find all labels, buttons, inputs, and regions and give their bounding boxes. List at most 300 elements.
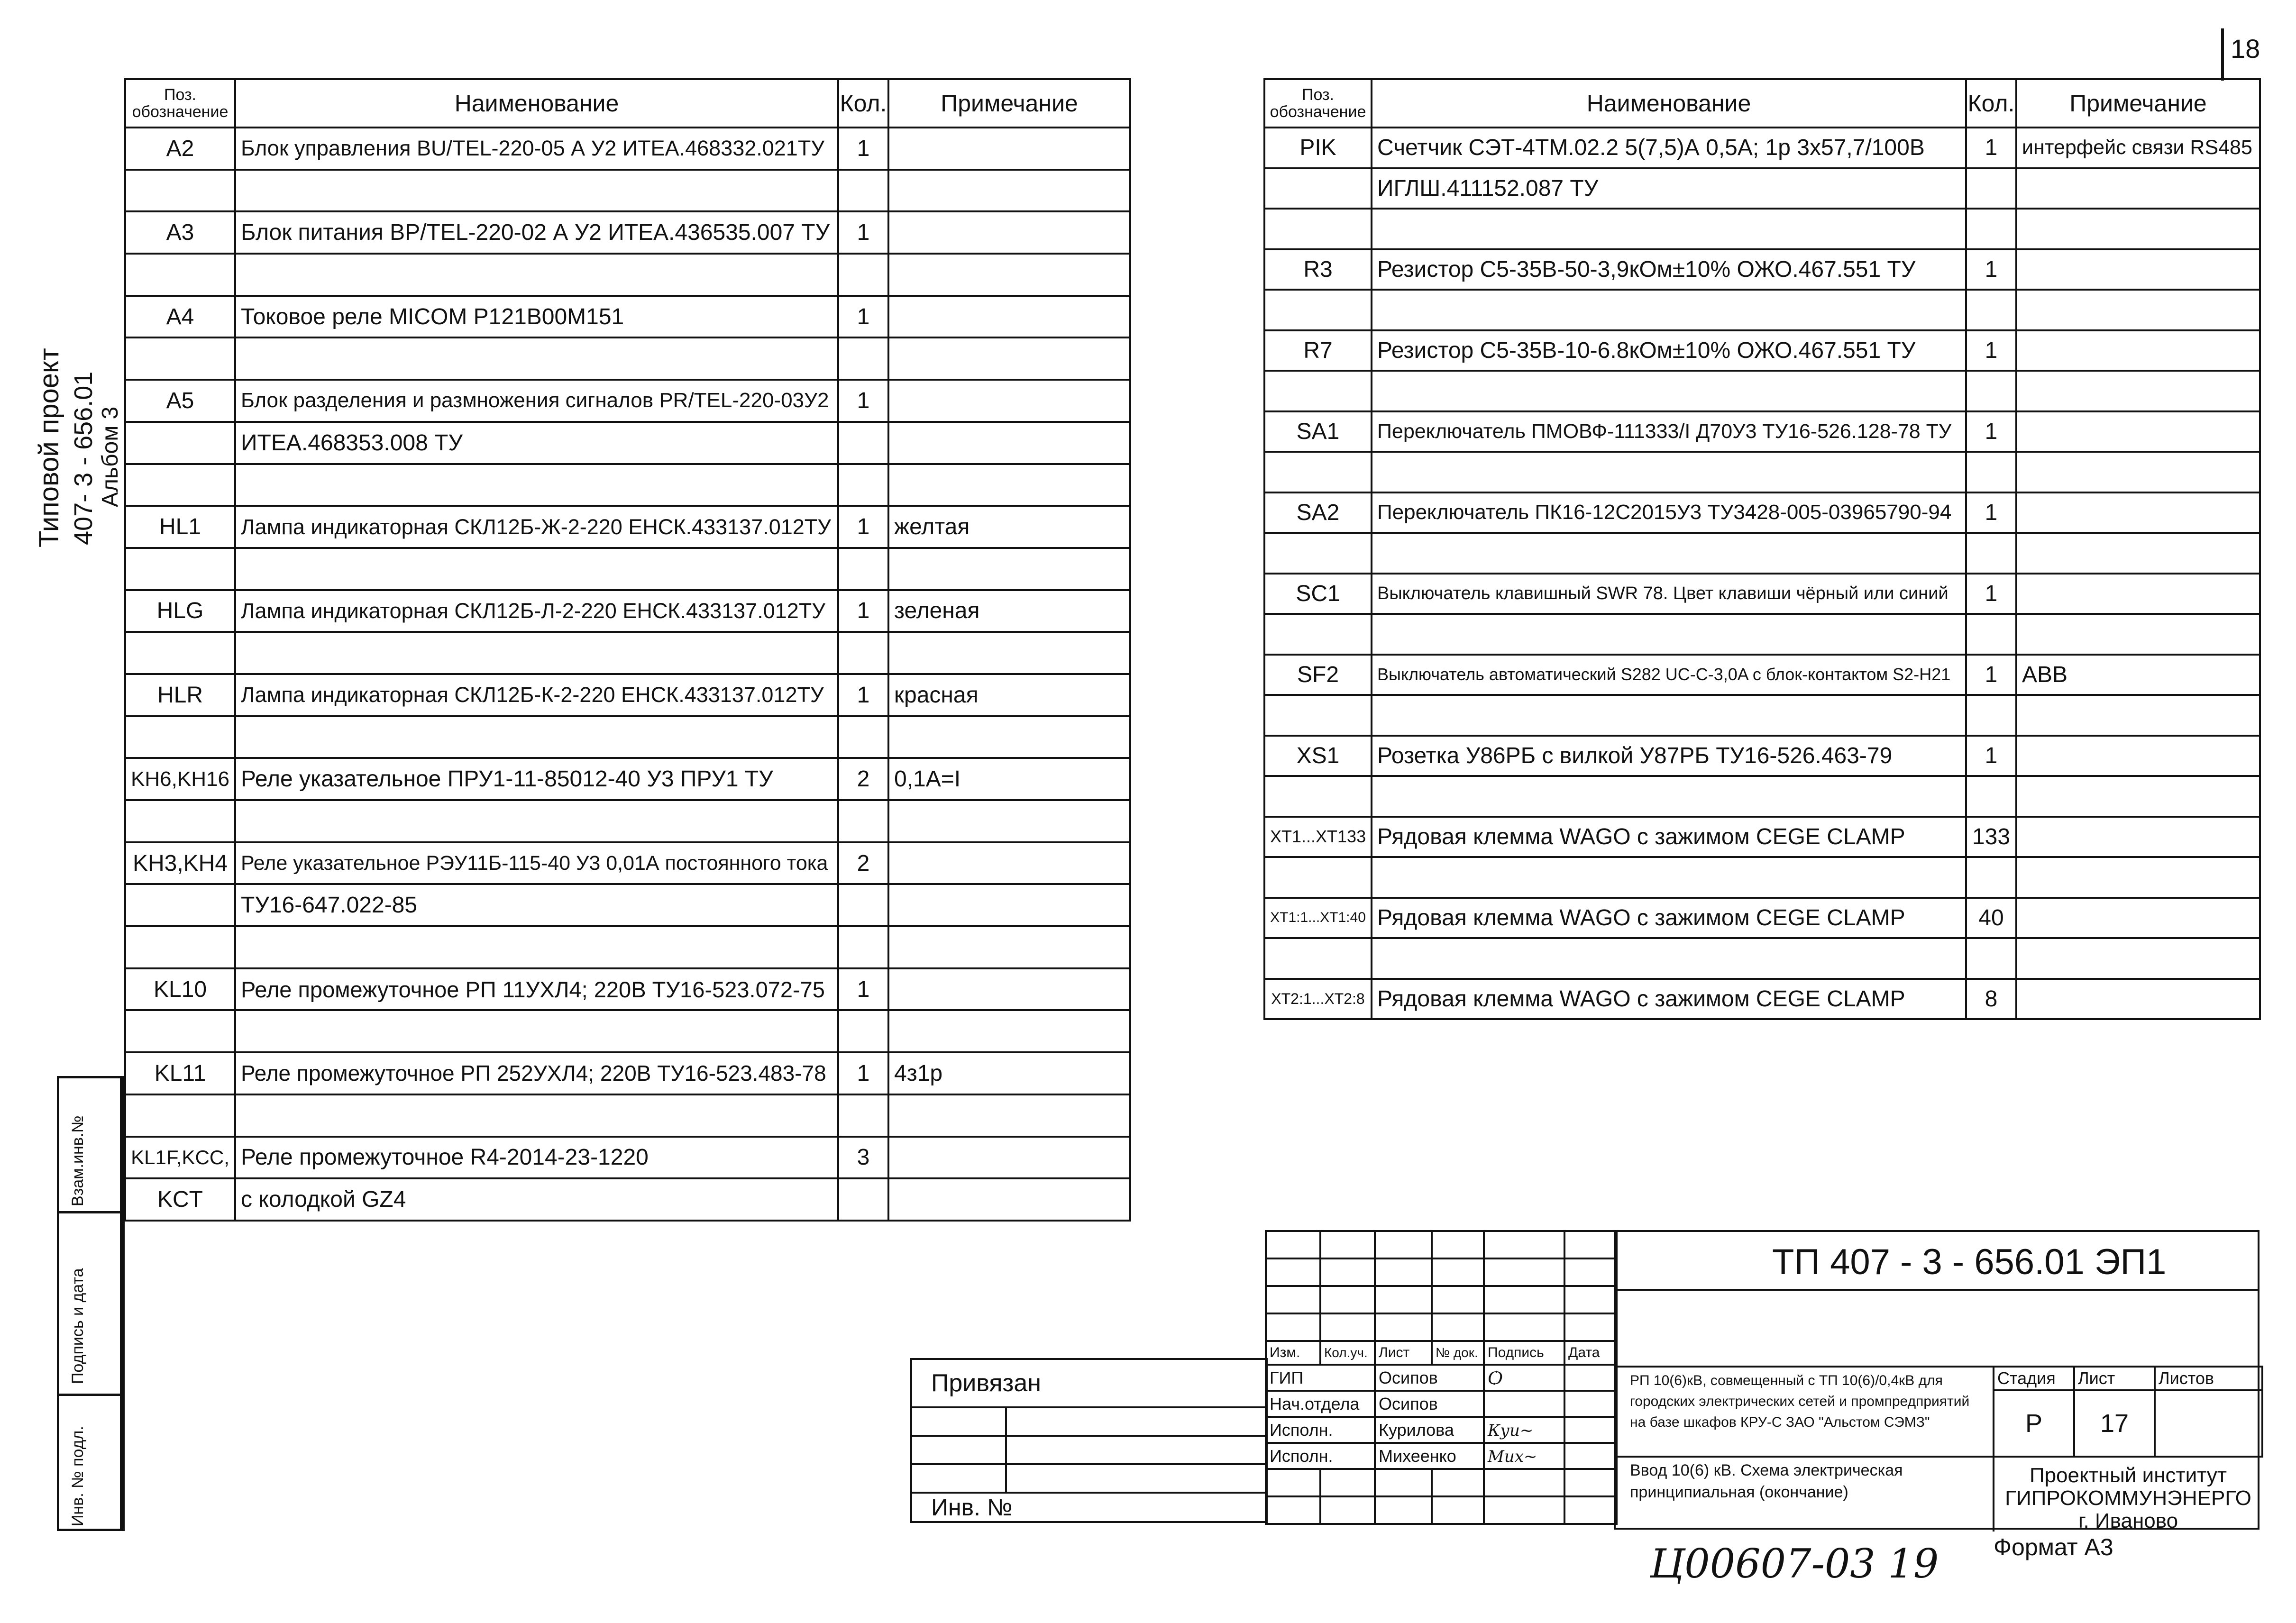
cell-pos: [125, 254, 235, 296]
margin-title-line2: 407- 3 - 656.01: [69, 371, 98, 545]
cell-name: ТУ16-647.022-85: [235, 884, 838, 926]
cell-name: [235, 254, 838, 296]
cell-note: [2016, 249, 2260, 290]
cell-qty: [838, 1178, 888, 1221]
cell-name: [235, 716, 838, 758]
cell-qty: 1: [1966, 574, 2016, 614]
cell-name: [235, 1094, 838, 1137]
cell-note: [2016, 695, 2260, 736]
handwritten-code: Ц00607-03 19: [1650, 1541, 1939, 1587]
organization: [1995, 1464, 2261, 1532]
table-row: [125, 1052, 1130, 1094]
sheets-header: Листов: [2155, 1367, 2262, 1390]
table-row: [125, 337, 1130, 380]
margin-title-line3: Альбом 3: [98, 406, 123, 507]
table-row: [1264, 979, 2260, 1020]
table-row: [125, 422, 1130, 464]
cell-qty: 2: [838, 842, 888, 884]
cell-qty: 1: [838, 674, 888, 716]
org-line1: Проектный институт: [2029, 1464, 2227, 1487]
cell-name: Блок питания BP/TEL-220-02 А У2 ИТЕА.436535.007 ТУ: [235, 211, 838, 254]
grid-header-doc: № док.: [1432, 1341, 1484, 1365]
col-header-pos-line1: Поз.: [164, 86, 196, 104]
cell-qty: [1966, 857, 2016, 898]
col-header-pos: [1264, 79, 1372, 128]
table-row: [1264, 655, 2260, 695]
table-row: [1264, 938, 2260, 979]
table-row: [1264, 574, 2260, 614]
left-spec-table: [124, 78, 1131, 1222]
cell-note: 4з1р: [888, 1052, 1130, 1094]
sheet-title: Ввод 10(6) кВ. Схема электрическая принципиальная (окончание): [1630, 1461, 1903, 1501]
cell-pos: [125, 926, 235, 968]
table-row: [125, 674, 1130, 716]
cell-note: желтая: [888, 506, 1130, 548]
cell-name: Счетчик СЭТ-4ТМ.02.2 5(7,5)А 0,5А; 1р 3х57,7/100В: [1372, 128, 1966, 168]
cell-pos: KL10: [125, 968, 235, 1011]
cell-pos: [125, 548, 235, 590]
format-label: Формат А3: [1994, 1534, 2113, 1560]
cell-pos: HLG: [125, 590, 235, 632]
cell-name: [1372, 371, 1966, 411]
cell-name: [1372, 776, 1966, 817]
cell-name: [235, 800, 838, 842]
cell-note: [2016, 411, 2260, 452]
grid-header-change: Изм.: [1266, 1341, 1320, 1365]
cell-note: [2016, 492, 2260, 533]
cell-note: [2016, 938, 2260, 979]
col-header-note: Примечание: [2016, 79, 2260, 128]
table-row: [125, 968, 1130, 1011]
table-row: [125, 128, 1130, 170]
table-row: [1264, 614, 2260, 655]
cell-name: [1372, 938, 1966, 979]
cell-name: Реле указательное РЭУ11Б-115-40 У3 0,01А постоянного тока: [235, 842, 838, 884]
staff-name: Осипов: [1375, 1365, 1484, 1391]
cell-note: [2016, 898, 2260, 939]
cell-pos: XT1:1...XT1:40: [1264, 898, 1372, 939]
right-spec-table: [1263, 78, 2261, 1020]
cell-note: [888, 170, 1130, 212]
cell-qty: [838, 800, 888, 842]
stage-table: [1993, 1366, 2263, 1458]
cell-pos: [125, 884, 235, 926]
cell-pos: A2: [125, 128, 235, 170]
cell-qty: [838, 170, 888, 212]
cell-note: [888, 422, 1130, 464]
cell-pos: [125, 422, 235, 464]
staff-signature: Мих~: [1484, 1443, 1564, 1469]
cell-note: [2016, 209, 2260, 249]
inventory-no-label: Инв. №: [911, 1493, 1267, 1522]
table-row: [1264, 695, 2260, 736]
table-row: [1264, 411, 2260, 452]
binding-block: [910, 1358, 1268, 1523]
cell-qty: 1: [1966, 655, 2016, 695]
table-row: [125, 758, 1130, 800]
cell-qty: [838, 1010, 888, 1052]
cell-note: [2016, 168, 2260, 209]
margin-box-signature: [57, 1211, 122, 1396]
cell-note: [888, 1137, 1130, 1179]
table-row: [125, 632, 1130, 674]
cell-qty: 1: [1966, 411, 2016, 452]
col-header-note: Примечание: [888, 79, 1130, 128]
cell-qty: [1966, 371, 2016, 411]
cell-pos: [1264, 938, 1372, 979]
cell-note: [888, 211, 1130, 254]
grid-header-count: Кол.уч.: [1320, 1341, 1375, 1365]
margin-box-inventory-label: Инв. № подл.: [69, 1426, 87, 1526]
table-row: [125, 590, 1130, 632]
cell-pos: XS1: [1264, 736, 1372, 776]
cell-name: Реле промежуточное РП 252УХЛ4; 220В ТУ16-523.483-78: [235, 1052, 838, 1094]
cell-qty: [1966, 168, 2016, 209]
binding-label: Привязан: [911, 1359, 1267, 1407]
col-header-pos-line1: Поз.: [1302, 86, 1334, 104]
cell-name: [235, 337, 838, 380]
col-header-pos-line2: обозначение: [1270, 103, 1366, 121]
cell-pos: R3: [1264, 249, 1372, 290]
cell-note: [888, 1178, 1130, 1221]
col-header-qty: Кол.: [838, 79, 888, 128]
cell-pos: PIK: [1264, 128, 1372, 168]
staff-name: Курилова: [1375, 1417, 1484, 1443]
cell-qty: [838, 884, 888, 926]
cell-name: Реле промежуточное R4-2014-23-1220: [235, 1137, 838, 1179]
cell-note: интерфейс связи RS485: [2016, 128, 2260, 168]
table-row: [125, 464, 1130, 506]
cell-note: [888, 926, 1130, 968]
col-header-pos-line2: обозначение: [132, 103, 229, 121]
cell-name: [235, 464, 838, 506]
page-number: 18: [2231, 34, 2260, 64]
cell-name: с колодкой GZ4: [235, 1178, 838, 1221]
cell-pos: [125, 1094, 235, 1137]
table-row: [1264, 736, 2260, 776]
cell-pos: XT1...XT133: [1264, 817, 1372, 857]
cell-note: [888, 800, 1130, 842]
table-row: [1264, 533, 2260, 574]
cell-name: [235, 170, 838, 212]
cell-note: [2016, 614, 2260, 655]
cell-pos: KL1F,KCC,: [125, 1137, 235, 1179]
cell-qty: 1: [838, 128, 888, 170]
cell-note: [888, 464, 1130, 506]
table-row: [1264, 290, 2260, 330]
cell-note: [2016, 979, 2260, 1020]
table-row: [1264, 776, 2260, 817]
table-row: [1264, 168, 2260, 209]
org-line2: ГИПРОКОММУНЭНЕРГО: [2005, 1486, 2251, 1510]
cell-note: [888, 337, 1130, 380]
table-row: [125, 1094, 1130, 1137]
cell-pos: KCT: [125, 1178, 235, 1221]
table-row: [125, 884, 1130, 926]
cell-note: [2016, 736, 2260, 776]
cell-note: [888, 632, 1130, 674]
org-line3: г. Иваново: [2078, 1509, 2178, 1532]
cell-note: [2016, 533, 2260, 574]
cell-name: Рядовая клемма WAGO с зажимом CEGE CLAMP: [1372, 979, 1966, 1020]
staff-name: Осипов: [1375, 1391, 1484, 1417]
cell-qty: 40: [1966, 898, 2016, 939]
cell-qty: [1966, 209, 2016, 249]
cell-pos: SF2: [1264, 655, 1372, 695]
cell-qty: 1: [838, 296, 888, 338]
table-row: [125, 211, 1130, 254]
cell-pos: XT2:1...XT2:8: [1264, 979, 1372, 1020]
table-row: [1264, 371, 2260, 411]
staff-role: ГИП: [1266, 1365, 1375, 1391]
stage-value: Р: [1994, 1390, 2074, 1457]
cell-name: [235, 1010, 838, 1052]
table-row: [1264, 857, 2260, 898]
cell-note: [888, 716, 1130, 758]
cell-note: [2016, 452, 2260, 492]
cell-name: [235, 926, 838, 968]
cell-note: [2016, 574, 2260, 614]
doc-code: ТП 407 - 3 - 656.01 ЭП1: [1772, 1242, 2167, 1282]
cell-note: [888, 296, 1130, 338]
cell-note: [888, 128, 1130, 170]
table-row: [1264, 492, 2260, 533]
cell-pos: [125, 632, 235, 674]
cell-note: [888, 968, 1130, 1011]
cell-name: Розетка У86РБ с вилкой У87РБ ТУ16-526.463-79: [1372, 736, 1966, 776]
table-row: [1264, 330, 2260, 371]
table-row: [125, 926, 1130, 968]
col-header-qty: Кол.: [1966, 79, 2016, 128]
grid-header-date: Дата: [1564, 1341, 1617, 1365]
margin-title-line1: Типовой проект: [34, 348, 64, 547]
cell-note: [888, 254, 1130, 296]
col-header-name: Наименование: [1372, 79, 1966, 128]
cell-pos: KH6,KH16: [125, 758, 235, 800]
cell-pos: R7: [1264, 330, 1372, 371]
cell-pos: A4: [125, 296, 235, 338]
table-row: [125, 296, 1130, 338]
sheet-header: Лист: [2074, 1367, 2155, 1390]
cell-pos: [1264, 857, 1372, 898]
cell-pos: [125, 716, 235, 758]
cell-pos: [1264, 533, 1372, 574]
cell-qty: [838, 632, 888, 674]
cell-qty: [1966, 776, 2016, 817]
cell-name: [235, 548, 838, 590]
cell-pos: [1264, 614, 1372, 655]
cell-qty: [838, 422, 888, 464]
table-row: [125, 842, 1130, 884]
table-row: [1264, 452, 2260, 492]
staff-role: Исполн.: [1266, 1443, 1375, 1469]
cell-note: ABB: [2016, 655, 2260, 695]
cell-qty: 1: [838, 506, 888, 548]
cell-name: Резистор С5-35В-10-6.8кОм±10% ОЖО.467.551 ТУ: [1372, 330, 1966, 371]
margin-box-signature-label: Подпись и дата: [69, 1268, 87, 1384]
cell-qty: 1: [1966, 249, 2016, 290]
table-row: [125, 170, 1130, 212]
cell-name: Блок управления BU/TEL-220-05 А У2 ИТЕА.468332.021ТУ: [235, 128, 838, 170]
cell-note: [888, 380, 1130, 422]
table-row: [1264, 898, 2260, 939]
cell-qty: [1966, 938, 2016, 979]
cell-name: [235, 632, 838, 674]
cell-pos: HL1: [125, 506, 235, 548]
staff-name: Михеенко: [1375, 1443, 1484, 1469]
cell-qty: 2: [838, 758, 888, 800]
cell-name: Реле промежуточное РП 11УХЛ4; 220В ТУ16-523.072-75: [235, 968, 838, 1011]
cell-name: [1372, 857, 1966, 898]
staff-role: Нач.отдела: [1266, 1391, 1375, 1417]
cell-note: [888, 884, 1130, 926]
rule: [1616, 1289, 2258, 1291]
cell-name: Выключатель клавишный SWR 78. Цвет клавиши чёрный или синий: [1372, 574, 1966, 614]
cell-pos: [1264, 776, 1372, 817]
col-header-pos: [125, 79, 235, 128]
cell-qty: 1: [838, 211, 888, 254]
cell-pos: SA1: [1264, 411, 1372, 452]
cell-name: [1372, 209, 1966, 249]
cell-qty: [1966, 614, 2016, 655]
grid-header-signature: Подпись: [1484, 1341, 1564, 1365]
cell-name: [1372, 290, 1966, 330]
cell-name: [1372, 452, 1966, 492]
cell-note: [2016, 776, 2260, 817]
cell-qty: 1: [838, 380, 888, 422]
cell-pos: SA2: [1264, 492, 1372, 533]
cell-note: [888, 1094, 1130, 1137]
table-row: [1264, 128, 2260, 168]
margin-box-replaces-label: Взам.инв.№: [69, 1115, 87, 1206]
cell-note: [2016, 857, 2260, 898]
cell-pos: [125, 1010, 235, 1052]
sheet-value: 17: [2074, 1390, 2155, 1457]
cell-name: Переключатель ПМОВФ-111333/I Д70У3 ТУ16-526.128-78 ТУ: [1372, 411, 1966, 452]
table-row: [125, 380, 1130, 422]
cell-pos: [125, 170, 235, 212]
cell-name: Выключатель автоматический S282 UC-C-3,0A с блок-контактом S2-H21: [1372, 655, 1966, 695]
cell-note: [2016, 817, 2260, 857]
cell-note: [888, 842, 1130, 884]
cell-qty: 1: [1966, 128, 2016, 168]
cell-name: Токовое реле MICOM P121B00M151: [235, 296, 838, 338]
staff-role: Исполн.: [1266, 1417, 1375, 1443]
table-row: [125, 1010, 1130, 1052]
table-row: [125, 716, 1130, 758]
cell-qty: [1966, 290, 2016, 330]
cell-note: [2016, 290, 2260, 330]
table-row: [1264, 817, 2260, 857]
cell-pos: [1264, 290, 1372, 330]
col-header-name: Наименование: [235, 79, 838, 128]
cell-pos: A5: [125, 380, 235, 422]
cell-qty: 1: [1966, 736, 2016, 776]
cell-qty: 1: [838, 1052, 888, 1094]
cell-pos: KL11: [125, 1052, 235, 1094]
cell-qty: [838, 254, 888, 296]
cell-name: Резистор С5-35В-50-3,9кОм±10% ОЖО.467.551 ТУ: [1372, 249, 1966, 290]
table-row: [125, 506, 1130, 548]
margin-box-replaces: [57, 1076, 122, 1213]
cell-name: [1372, 533, 1966, 574]
cell-name: [1372, 695, 1966, 736]
cell-qty: 133: [1966, 817, 2016, 857]
cell-note: [2016, 330, 2260, 371]
cell-pos: [125, 337, 235, 380]
cell-name: Лампа индикаторная СКЛ12Б-К-2-220 ЕНСК.433137.012ТУ: [235, 674, 838, 716]
page-number-separator: [2221, 28, 2224, 81]
cell-pos: [125, 464, 235, 506]
cell-qty: [838, 716, 888, 758]
margin-box-inventory: [57, 1394, 122, 1531]
grid-header-sheet: Лист: [1375, 1341, 1432, 1365]
project-title: РП 10(6)кВ, совмещенный с ТП 10(6)/0,4кВ для городских электрических сетей и промпредприятий на базе шкафов КРУ-С ЗАО "Альстом СЭМЗ": [1630, 1373, 1970, 1430]
cell-note: [888, 1010, 1130, 1052]
cell-qty: [838, 337, 888, 380]
cell-name: Блок разделения и размножения сигналов PR/TEL-220-03У2: [235, 380, 838, 422]
cell-qty: 1: [1966, 492, 2016, 533]
cell-pos: [1264, 371, 1372, 411]
cell-note: [2016, 371, 2260, 411]
sheets-value: [2155, 1390, 2262, 1457]
cell-qty: 1: [838, 590, 888, 632]
cell-pos: [1264, 168, 1372, 209]
cell-name: [1372, 614, 1966, 655]
cell-name: Рядовая клемма WAGO с зажимом CEGE CLAMP: [1372, 898, 1966, 939]
cell-note: красная: [888, 674, 1130, 716]
cell-pos: [125, 800, 235, 842]
cell-qty: [838, 548, 888, 590]
staff-signature: Ѻ: [1484, 1365, 1564, 1391]
cell-pos: [1264, 209, 1372, 249]
table-row: [125, 254, 1130, 296]
cell-qty: [1966, 533, 2016, 574]
cell-qty: 3: [838, 1137, 888, 1179]
cell-qty: [1966, 452, 2016, 492]
table-row: [1264, 209, 2260, 249]
cell-name: Переключатель ПК16-12С2015У3 ТУ3428-005-03965790-94: [1372, 492, 1966, 533]
table-row: [125, 548, 1130, 590]
table-row: [125, 1137, 1130, 1179]
cell-name: Рядовая клемма WAGO с зажимом CEGE CLAMP: [1372, 817, 1966, 857]
table-row: [125, 1178, 1130, 1221]
cell-pos: SC1: [1264, 574, 1372, 614]
cell-pos: A3: [125, 211, 235, 254]
cell-qty: [838, 926, 888, 968]
cell-name: ИГЛШ.411152.087 ТУ: [1372, 168, 1966, 209]
cell-note: зеленая: [888, 590, 1130, 632]
cell-qty: 1: [1966, 330, 2016, 371]
cell-name: Лампа индикаторная СКЛ12Б-Л-2-220 ЕНСК.433137.012ТУ: [235, 590, 838, 632]
cell-qty: 8: [1966, 979, 2016, 1020]
signature-grid: [1265, 1230, 1618, 1525]
cell-name: ИТЕА.468353.008 ТУ: [235, 422, 838, 464]
stage-header: Стадия: [1994, 1367, 2074, 1390]
cell-name: Реле указательное ПРУ1-11-85012-40 У3 ПРУ1 ТУ: [235, 758, 838, 800]
cell-qty: [1966, 695, 2016, 736]
cell-pos: [1264, 695, 1372, 736]
table-row: [125, 800, 1130, 842]
cell-qty: 1: [838, 968, 888, 1011]
cell-pos: KH3,KH4: [125, 842, 235, 884]
cell-note: 0,1А=I: [888, 758, 1130, 800]
cell-note: [888, 548, 1130, 590]
cell-qty: [838, 464, 888, 506]
table-row: [1264, 249, 2260, 290]
cell-pos: HLR: [125, 674, 235, 716]
cell-pos: [1264, 452, 1372, 492]
